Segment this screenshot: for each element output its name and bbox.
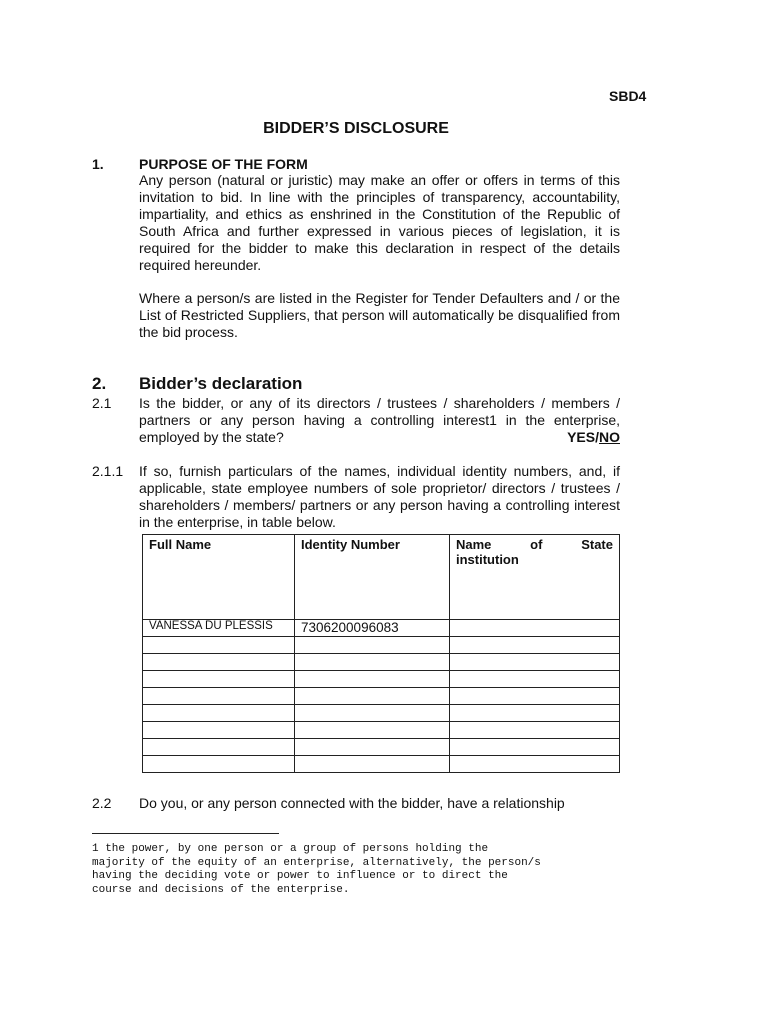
identity-number-cell[interactable] <box>295 722 450 739</box>
full-name-cell[interactable] <box>143 671 295 688</box>
section-2-heading: Bidder’s declaration <box>139 374 303 393</box>
identity-number-cell[interactable] <box>295 739 450 756</box>
footnote-divider <box>92 833 279 834</box>
full-name-cell[interactable] <box>143 722 295 739</box>
full-name-cell[interactable] <box>143 756 295 773</box>
section-1-number: 1. <box>92 156 104 172</box>
table-row <box>143 637 620 654</box>
state-institution-cell[interactable] <box>450 671 620 688</box>
page-title: BIDDER’S DISCLOSURE <box>263 120 449 137</box>
table-row <box>143 620 620 637</box>
section-1-paragraph-2: Where a person/s are listed in the Register for Tender Defaulters and / or the List of Restricted Suppliers, that person will automatically be disqualified from the bid process. <box>139 290 620 340</box>
document-code: SBD4 <box>609 88 647 104</box>
item-2-2-text: Do you, or any person connected with the bidder, have a relationship <box>139 795 565 811</box>
item-2-1-text: Is the bidder, or any of its directors / trustees / shareholders / members / partners or any person having a controlling interest1 in the enterprise, employed by the state? <box>139 395 620 445</box>
no-option-selected: NO <box>599 429 620 445</box>
state-institution-cell[interactable] <box>450 620 620 637</box>
state-institution-cell[interactable] <box>450 722 620 739</box>
identity-number-cell[interactable] <box>295 688 450 705</box>
header-identity-number: Identity Number <box>295 535 450 620</box>
full-name-cell[interactable]: VANESSA DU PLESSIS <box>143 620 295 637</box>
item-2-1-paragraph <box>139 395 620 446</box>
item-2-1-1-text: If so, furnish particulars of the names, individual identity numbers, and, if applicable, state employee numbers of sole proprietor/ directors / trustees / shareholders / members/ partners or any person having a controlling interest in the enterprise, in table below. <box>139 463 620 530</box>
section-1-paragraph-1: Any person (natural or juristic) may make an offer or offers in terms of this invitation to bid. In line with the principles of transparency, accountability, impartiality, and ethics as enshrined in the Constitution of the Republic of South Africa and further expressed in various pieces of legislation, it is required for the bidder to make this declaration in respect of the details required hereunder. <box>139 172 620 273</box>
table-row <box>143 654 620 671</box>
header-full-name: Full Name <box>143 535 295 620</box>
state-institution-cell[interactable] <box>450 705 620 722</box>
table-row <box>143 705 620 722</box>
item-2-2-number: 2.2 <box>92 795 112 811</box>
state-institution-cell[interactable] <box>450 654 620 671</box>
particulars-table <box>142 534 620 773</box>
identity-number-cell[interactable] <box>295 654 450 671</box>
footnote: 1 the power, by one person or a group of persons holding the majority of the equity of an enterprise, alternatively, the person/s having the deciding vote or power to influence or to direct the course and decisions of the enterprise. <box>92 843 541 896</box>
identity-number-cell[interactable] <box>295 756 450 773</box>
item-2-1-1-number: 2.1.1 <box>92 463 124 479</box>
section-1-heading: PURPOSE OF THE FORM <box>139 156 308 172</box>
yes-no-answer <box>567 429 620 446</box>
state-institution-cell[interactable] <box>450 739 620 756</box>
table-row <box>143 671 620 688</box>
table-row <box>143 722 620 739</box>
state-institution-cell[interactable] <box>450 756 620 773</box>
yes-option: YES/ <box>567 429 599 445</box>
full-name-cell[interactable] <box>143 688 295 705</box>
table-row <box>143 688 620 705</box>
table-row <box>143 756 620 773</box>
identity-number-cell[interactable] <box>295 705 450 722</box>
identity-number-cell[interactable] <box>295 637 450 654</box>
identity-number-cell[interactable]: 7306200096083 <box>295 620 450 637</box>
item-2-1-number: 2.1 <box>92 395 112 411</box>
full-name-cell[interactable] <box>143 705 295 722</box>
section-2-number: 2. <box>92 374 107 393</box>
identity-number-cell[interactable] <box>295 671 450 688</box>
full-name-cell[interactable] <box>143 637 295 654</box>
state-institution-cell[interactable] <box>450 637 620 654</box>
full-name-cell[interactable] <box>143 654 295 671</box>
state-institution-cell[interactable] <box>450 688 620 705</box>
header-state-institution: Name of State institution <box>450 535 620 620</box>
table-row <box>143 739 620 756</box>
full-name-cell[interactable] <box>143 739 295 756</box>
